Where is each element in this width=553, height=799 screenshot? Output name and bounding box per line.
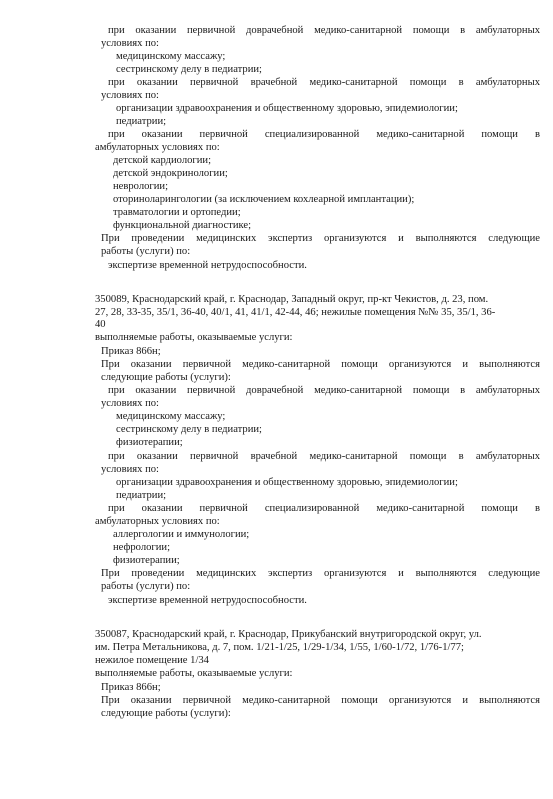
document-text-line: 350087, Краснодарский край, г. Краснодар, Прикубанский внутригородской округ, ул.	[95, 629, 482, 640]
document-text-line: условиях по:	[101, 398, 159, 409]
document-text-line: неврологии;	[113, 181, 169, 192]
document-text-line: медицинскому массажу;	[116, 51, 226, 62]
document-text-line: нежилое помещение 1/34	[95, 655, 209, 666]
document-text-line: детской эндокринологии;	[113, 168, 228, 179]
document-text-line: нефрологии;	[113, 542, 171, 553]
document-text-line: следующие работы (услуги):	[101, 372, 231, 383]
document-text-line: физиотерапии;	[113, 555, 180, 566]
document-text-line: Приказ 866н;	[101, 346, 161, 357]
document-text-line: амбулаторных условиях по:	[95, 142, 220, 153]
document-text-line: детской кардиологии;	[113, 155, 212, 166]
document-text-line: педиатрии;	[116, 116, 167, 127]
document-text-line: педиатрии;	[116, 490, 167, 501]
document-text-line: при оказании первичной врачебной медико-санитарной помощи в амбулаторных	[108, 451, 540, 462]
document-text-line: При оказании первичной медико-санитарной помощи организуются и выполняются	[101, 359, 540, 370]
document-text-line: При проведении медицинских экспертиз организуются и выполняются следующие	[101, 568, 540, 579]
document-text-line: организации здравоохранения и общественному здоровью, эпидемиологии;	[116, 477, 458, 488]
document-text-line: при оказании первичной специализированной медико-санитарной помощи в	[108, 503, 540, 514]
document-text-line: сестринскому делу в педиатрии;	[116, 424, 262, 435]
document-text-line: работы (услуги) по:	[101, 246, 191, 257]
document-text-line: организации здравоохранения и общественному здоровью, эпидемиологии;	[116, 103, 458, 114]
document-text-line: при оказании первичной врачебной медико-санитарной помощи в амбулаторных	[108, 77, 540, 88]
document-text-line: экспертизе временной нетрудоспособности.	[108, 260, 307, 271]
document-text-line: физиотерапии;	[116, 437, 183, 448]
document-text-line: условиях по:	[101, 38, 159, 49]
document-text-line: медицинскому массажу;	[116, 411, 226, 422]
document-text-line: выполняемые работы, оказываемые услуги:	[95, 668, 293, 679]
document-text-line: условиях по:	[101, 464, 159, 475]
document-text-line: При проведении медицинских экспертиз организуются и выполняются следующие	[101, 233, 540, 244]
document-text-line: выполняемые работы, оказываемые услуги:	[95, 332, 293, 343]
document-text-line: экспертизе временной нетрудоспособности.	[108, 595, 307, 606]
document-text-line: травматологии и ортопедии;	[113, 207, 241, 218]
document-text-line: работы (услуги) по:	[101, 581, 191, 592]
document-text-line: амбулаторных условиях по:	[95, 516, 220, 527]
document-text-line: сестринскому делу в педиатрии;	[116, 64, 262, 75]
document-text-line: 350089, Краснодарский край, г. Краснодар, Западный округ, пр-кт Чекистов, д. 23, пом.	[95, 294, 489, 305]
document-text-line: 27, 28, 33-35, 35/1, 36-40, 40/1, 41, 41/1, 42-44, 46; нежилые помещения №№ 35, 35/1, 36-	[95, 307, 496, 318]
document-text-line: оториноларингологии (за исключением кохлеарной имплантации);	[113, 194, 415, 205]
document-text-line: При оказании первичной медико-санитарной помощи организуются и выполняются	[101, 695, 540, 706]
document-text-line: функциональной диагностике;	[113, 220, 252, 231]
document-text-line: Приказ 866н;	[101, 682, 161, 693]
document-text-line: при оказании первичной доврачебной медико-санитарной помощи в амбулаторных	[108, 385, 540, 396]
document-text-line: при оказании первичной доврачебной медико-санитарной помощи в амбулаторных	[108, 25, 540, 36]
document-text-line: аллергологии и иммунологии;	[113, 529, 250, 540]
document-text-line: при оказании первичной специализированной медико-санитарной помощи в	[108, 129, 540, 140]
document-text-line: им. Петра Метальникова, д. 7, пом. 1/21-1/25, 1/29-1/34, 1/55, 1/60-1/72, 1/76-1/77;	[95, 642, 464, 653]
document-text-line: следующие работы (услуги):	[101, 708, 231, 719]
document-text-line: условиях по:	[101, 90, 159, 101]
document-text-line: 40	[95, 319, 106, 330]
